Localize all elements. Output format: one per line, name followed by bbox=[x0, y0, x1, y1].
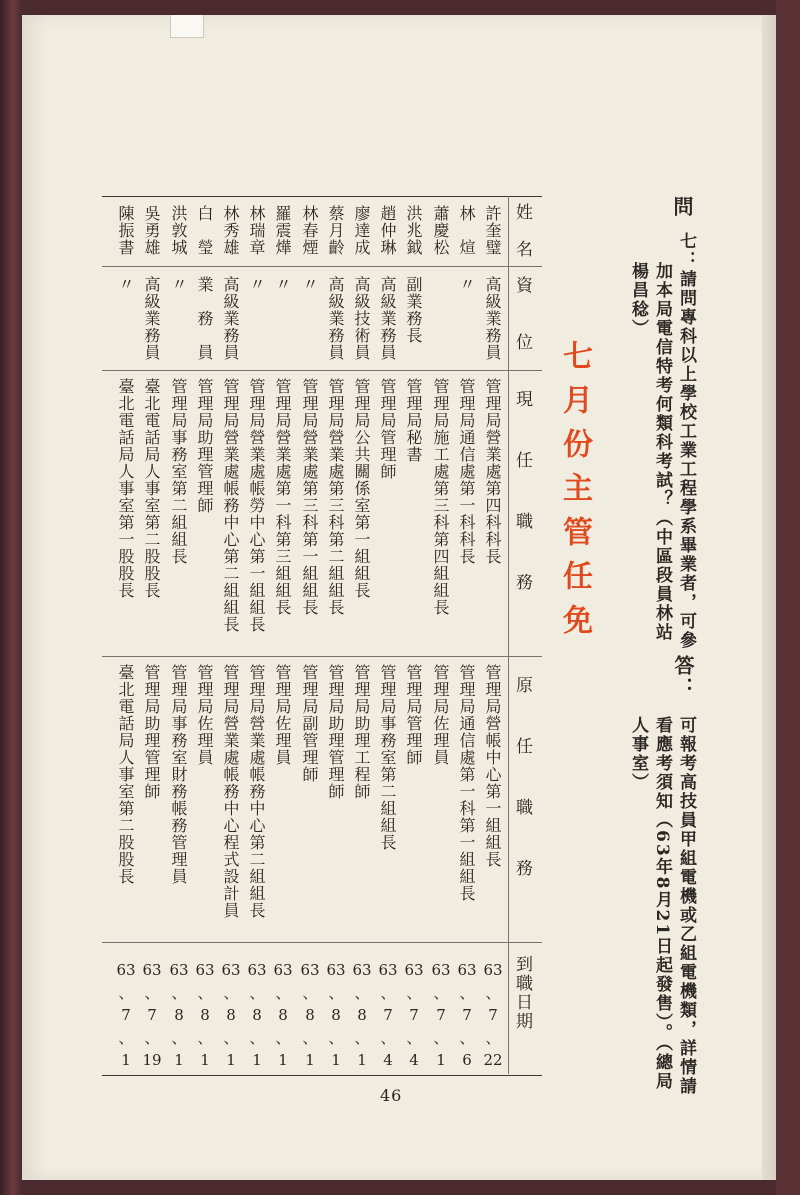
row-name: 林 煊 bbox=[457, 205, 476, 256]
row-name: 蕭慶松 bbox=[431, 205, 450, 256]
row-former: 管理局營帳中心第一組組長 bbox=[483, 664, 502, 868]
row-former: 管理局助理工程師 bbox=[352, 664, 371, 800]
answer-line: 可報考高技員甲組電機或乙組電機類，詳情請 bbox=[676, 716, 696, 1096]
row-rank: 高級業務員 bbox=[378, 276, 397, 361]
row-rank: 高級業務員 bbox=[483, 276, 502, 361]
row-name: 羅震燁 bbox=[273, 205, 292, 256]
row-rank: 〃 bbox=[247, 276, 266, 293]
answer-line: 人事室） bbox=[628, 716, 648, 792]
row-name: 趙仲琳 bbox=[378, 205, 397, 256]
row-former: 管理局通信處第一科第一組組長 bbox=[457, 664, 476, 902]
tape-strip bbox=[170, 15, 204, 38]
row-former: 管理局助理管理師 bbox=[326, 664, 345, 800]
row-rank: 高級業務員 bbox=[142, 276, 161, 361]
table-rule bbox=[102, 656, 542, 657]
row-former: 管理局佐理員 bbox=[273, 664, 292, 766]
row-name: 洪敦城 bbox=[169, 205, 188, 256]
row-current: 管理局營業處帳勞中心第一組組長 bbox=[247, 378, 266, 633]
row-current: 臺北電話局人事室第一股股長 bbox=[116, 378, 135, 599]
row-name: 陳振書 bbox=[116, 205, 135, 256]
row-former: 管理局事務室第二組組長 bbox=[378, 664, 397, 851]
table-rule bbox=[102, 942, 542, 943]
row-date: 63 、 7 、 1 bbox=[431, 961, 451, 1069]
row-name: 洪兆鉞 bbox=[404, 205, 423, 256]
row-name: 林瑞章 bbox=[247, 205, 266, 256]
answer-line: 看應考須知（63年8月21日起發售）。（總局 bbox=[652, 716, 672, 1092]
page-edge-shadow bbox=[762, 15, 776, 1180]
row-current: 管理局施工處第三科第四組組長 bbox=[431, 378, 450, 616]
row-name: 白 瑩 bbox=[195, 205, 214, 256]
row-rank: 〃 bbox=[169, 276, 188, 293]
row-rank: 〃 bbox=[457, 276, 476, 293]
row-former: 管理局營業處帳務中心第二組組長 bbox=[247, 664, 266, 919]
row-name: 蔡月齡 bbox=[326, 205, 345, 256]
answer-label: 答： bbox=[671, 655, 695, 699]
row-date: 63 、 7 、 22 bbox=[483, 961, 503, 1069]
appointments-table bbox=[102, 196, 542, 1076]
row-date: 63 、 8 、 1 bbox=[273, 961, 293, 1069]
row-name: 林春煙 bbox=[300, 205, 319, 256]
row-rank: 〃 bbox=[300, 276, 319, 293]
row-rank: 高級業務員 bbox=[221, 276, 240, 361]
header-name: 姓名 bbox=[512, 203, 532, 277]
row-former: 管理局助理管理師 bbox=[142, 664, 161, 800]
row-date: 63 、 7 、 4 bbox=[378, 961, 398, 1069]
header-current: 現任職務 bbox=[512, 390, 532, 634]
row-current: 管理局管理師 bbox=[378, 378, 397, 480]
row-former: 管理局佐理員 bbox=[195, 664, 214, 766]
row-name: 許奎璧 bbox=[483, 205, 502, 256]
row-date: 63 、 8 、 1 bbox=[221, 961, 241, 1069]
row-date: 63 、 7 、 6 bbox=[457, 961, 477, 1069]
row-date: 63 、 8 、 1 bbox=[247, 961, 267, 1069]
book-binding bbox=[0, 0, 22, 1195]
row-current: 管理局營業處第一科第三組組長 bbox=[273, 378, 292, 616]
row-name: 廖達成 bbox=[352, 205, 371, 256]
row-current: 管理局營業處第三科第二組組長 bbox=[326, 378, 345, 616]
row-date: 63 、 8 、 1 bbox=[300, 961, 320, 1069]
row-former: 管理局佐理員 bbox=[431, 664, 450, 766]
row-date: 63 、 7 、 4 bbox=[404, 961, 424, 1069]
row-former: 臺北電話局人事室第二股股長 bbox=[116, 664, 135, 885]
row-current: 管理局秘書 bbox=[404, 378, 423, 463]
row-rank: 〃 bbox=[273, 276, 292, 293]
header-former: 原任職務 bbox=[512, 676, 532, 920]
row-date: 63 、 8 、 1 bbox=[326, 961, 346, 1069]
row-current: 管理局助理管理師 bbox=[195, 378, 214, 514]
row-current: 管理局公共關係室第一組組長 bbox=[352, 378, 371, 599]
row-date: 63 、 7 、 1 bbox=[116, 961, 136, 1069]
header-date: 到職日期 bbox=[512, 955, 532, 1031]
row-rank: 副業務長 bbox=[404, 276, 423, 344]
question-line: 加本局電信特考何類科考試？（中區段員林站 bbox=[652, 262, 672, 642]
page-number: 46 bbox=[380, 1086, 403, 1105]
row-name: 林秀雄 bbox=[221, 205, 240, 256]
row-date: 63 、 8 、 1 bbox=[352, 961, 372, 1069]
row-former: 管理局事務室財務帳務管理員 bbox=[169, 664, 188, 885]
row-current: 管理局事務室第二組組長 bbox=[169, 378, 188, 565]
row-name: 吳勇雄 bbox=[142, 205, 161, 256]
row-former: 管理局副管理師 bbox=[300, 664, 319, 783]
row-date: 63 、 7 、 19 bbox=[142, 961, 162, 1069]
table-rule bbox=[102, 266, 542, 267]
header-rank: 資位 bbox=[512, 276, 532, 390]
row-rank: 〃 bbox=[116, 276, 135, 293]
row-rank: 業 務 員 bbox=[195, 276, 214, 361]
row-rank: 高級業務員 bbox=[326, 276, 345, 361]
table-rule bbox=[508, 196, 509, 1074]
table-rule bbox=[102, 370, 542, 371]
row-current: 管理局營業處帳務中心第二組組長 bbox=[221, 378, 240, 633]
row-date: 63 、 8 、 1 bbox=[169, 961, 189, 1069]
book-cover-edge bbox=[776, 0, 800, 1195]
row-date: 63 、 8 、 1 bbox=[195, 961, 215, 1069]
row-former: 管理局營業處帳務中心程式設計員 bbox=[221, 664, 240, 919]
row-rank: 高級技術員 bbox=[352, 276, 371, 361]
section-heading: 七月份主管任免 bbox=[557, 340, 592, 648]
row-current: 臺北電話局人事室第二股股長 bbox=[142, 378, 161, 599]
row-current: 管理局營業處第三科第一組組長 bbox=[300, 378, 319, 616]
question-label: 問 bbox=[670, 196, 694, 218]
row-current: 管理局營業處第四科科長 bbox=[483, 378, 502, 565]
question-line: 七：請問專科以上學校工業工程學系畢業者，可參 bbox=[676, 232, 696, 650]
row-former: 管理局管理師 bbox=[404, 664, 423, 766]
question-line: 楊昌稔） bbox=[628, 262, 648, 338]
row-current: 管理局通信處第一科科長 bbox=[457, 378, 476, 565]
